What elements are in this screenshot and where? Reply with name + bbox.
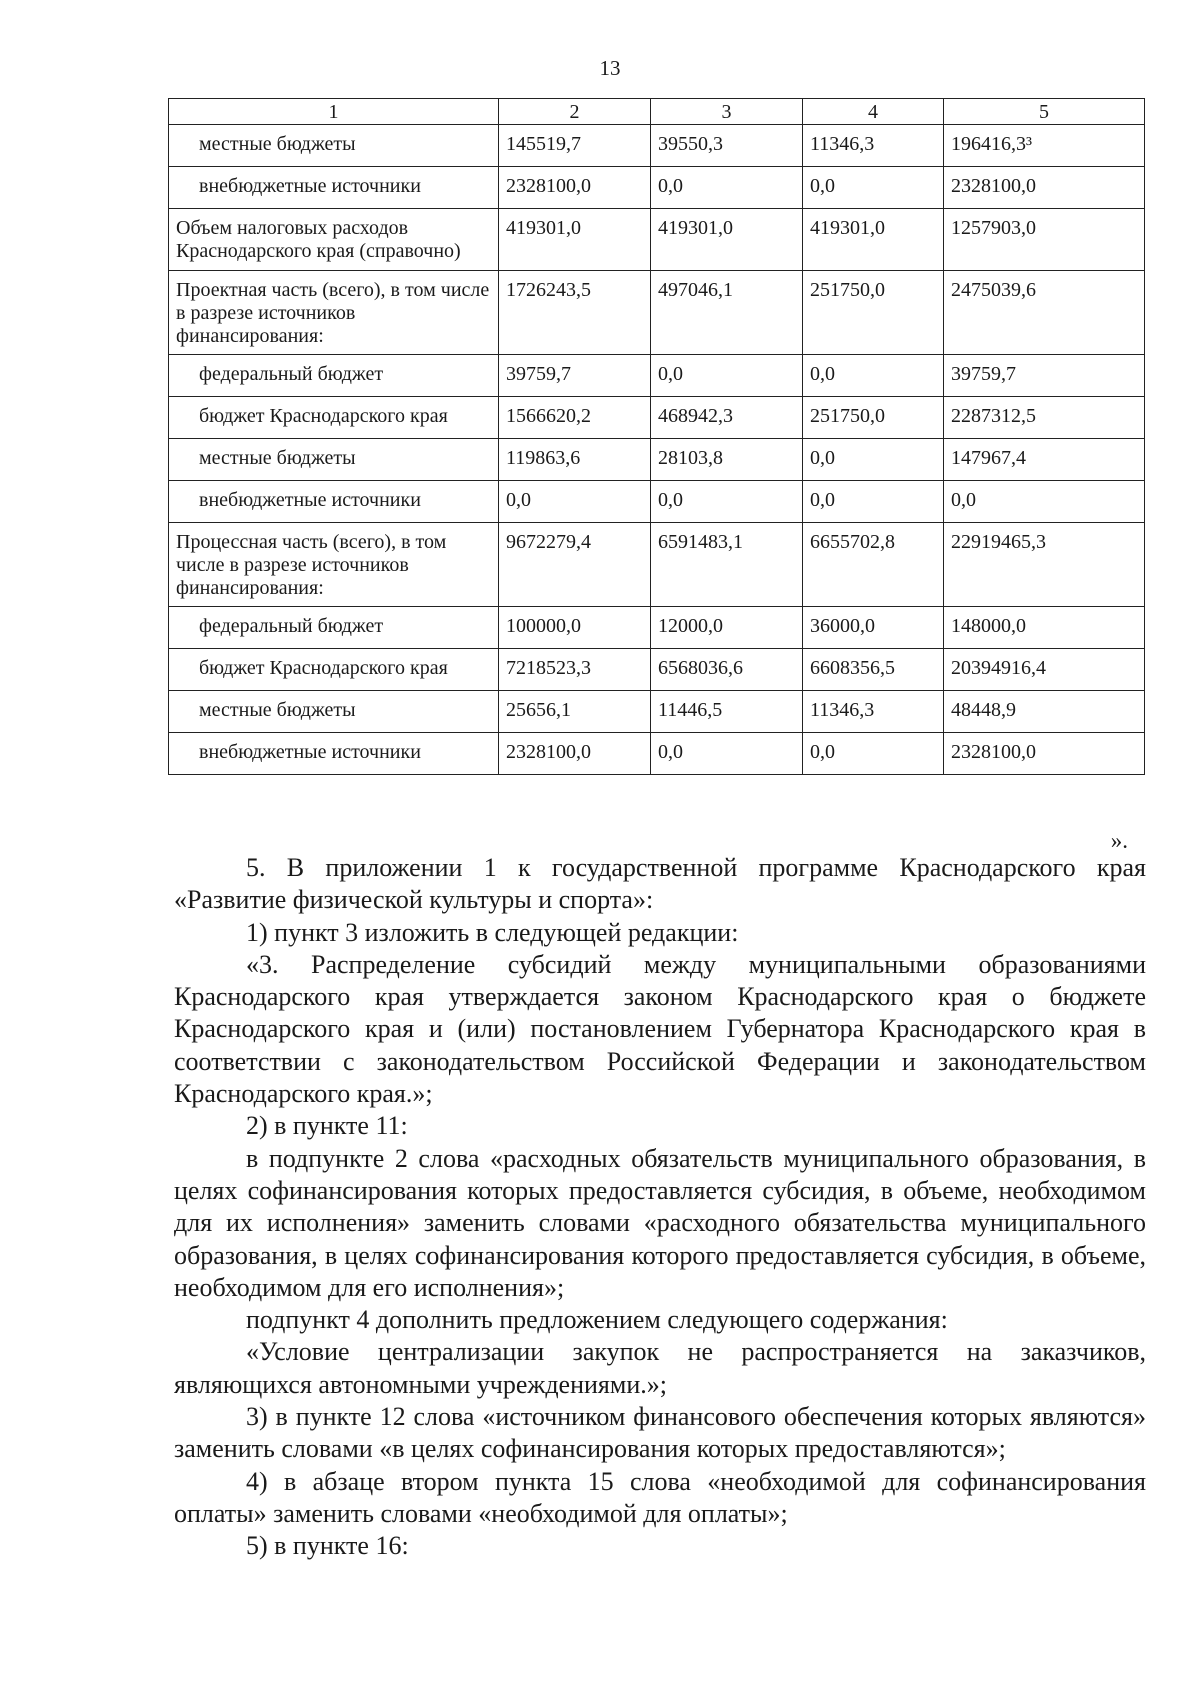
- paragraph: 3) в пункте 12 слова «источником финансового обеспечения которых являются» заменить словами «в целях софинансирования которых предоставляются»;: [174, 1402, 1146, 1464]
- table-cell: 6591483,1: [651, 523, 803, 607]
- table-row: [169, 607, 1145, 649]
- row-label: местные бюджеты: [169, 125, 499, 167]
- table-cell: 6655702,8: [803, 523, 944, 607]
- table-cell: 11446,5: [651, 691, 803, 733]
- table-cell: 22919465,3: [944, 523, 1145, 607]
- table-cell: 0,0: [651, 167, 803, 209]
- table-cell: 251750,0: [803, 397, 944, 439]
- row-label: Проектная часть (всего), в том числе в разрезе источников финансирования:: [169, 271, 499, 355]
- table-cell: 419301,0: [651, 209, 803, 271]
- table-cell: 0,0: [651, 733, 803, 775]
- table-header-row: [169, 99, 1145, 125]
- table-cell: 497046,1: [651, 271, 803, 355]
- table-cell: 20394916,4: [944, 649, 1145, 691]
- table-cell: 36000,0: [803, 607, 944, 649]
- table-cell: 2328100,0: [944, 733, 1145, 775]
- row-label: бюджет Краснодарского края: [169, 649, 499, 691]
- table-cell: 419301,0: [803, 209, 944, 271]
- column-header: 1: [169, 99, 499, 125]
- table-row: [169, 125, 1145, 167]
- table-row: [169, 691, 1145, 733]
- table-cell: 0,0: [803, 481, 944, 523]
- paragraph: 1) пункт 3 изложить в следующей редакции:: [246, 917, 739, 947]
- table-cell: 0,0: [499, 481, 651, 523]
- table-cell: 1257903,0: [944, 209, 1145, 271]
- table-cell: 119863,6: [499, 439, 651, 481]
- table-row: [169, 167, 1145, 209]
- table-cell: 0,0: [803, 733, 944, 775]
- table-cell: 0,0: [944, 481, 1145, 523]
- paragraph: «Условие централизации закупок не распространяется на заказчиков, являющихся автономными учреждениями.»;: [174, 1337, 1146, 1399]
- table-cell: 148000,0: [944, 607, 1145, 649]
- table-cell: 145519,7: [499, 125, 651, 167]
- body-text: [174, 852, 1146, 1563]
- table-cell: 419301,0: [499, 209, 651, 271]
- table-cell: 2287312,5: [944, 397, 1145, 439]
- table-cell: 196416,3³: [944, 125, 1145, 167]
- table-cell: 100000,0: [499, 607, 651, 649]
- row-label: внебюджетные источники: [169, 481, 499, 523]
- paragraph: 5. В приложении 1 к государственной программе Краснодарского края «Развитие физической культуры и спорта»:: [174, 853, 1146, 915]
- paragraph: в подпункте 2 слова «расходных обязательств муниципального образования, в целях софинансирования которых предоставляется субсидия, в объеме, необходимом для их исполнения» заменить словами «расходного обязательства муниципального образования, в целях софинансирования которого предоставляется субсидия, в объеме, необходимом для его исполнения»;: [174, 1143, 1146, 1302]
- table-cell: 0,0: [803, 355, 944, 397]
- table-row: [169, 355, 1145, 397]
- table-cell: 2475039,6: [944, 271, 1145, 355]
- row-label: федеральный бюджет: [169, 355, 499, 397]
- paragraph: 2) в пункте 11:: [246, 1111, 408, 1141]
- row-label: внебюджетные источники: [169, 167, 499, 209]
- row-label: внебюджетные источники: [169, 733, 499, 775]
- table-cell: 39550,3: [651, 125, 803, 167]
- table-cell: 1726243,5: [499, 271, 651, 355]
- table-cell: 0,0: [651, 481, 803, 523]
- table-cell: 48448,9: [944, 691, 1145, 733]
- table-row: [169, 523, 1145, 607]
- table-cell: 2328100,0: [944, 167, 1145, 209]
- row-label: Объем налоговых расходов Краснодарского края (справочно): [169, 209, 499, 271]
- table-cell: 468942,3: [651, 397, 803, 439]
- table-cell: 2328100,0: [499, 167, 651, 209]
- row-label: местные бюджеты: [169, 439, 499, 481]
- table-cell: 1566620,2: [499, 397, 651, 439]
- table-cell: 0,0: [651, 355, 803, 397]
- table-cell: 39759,7: [499, 355, 651, 397]
- table-cell: 2328100,0: [499, 733, 651, 775]
- table-cell: 6608356,5: [803, 649, 944, 691]
- closing-quote: ».: [1110, 828, 1128, 853]
- table-cell: 39759,7: [944, 355, 1145, 397]
- page-number: 13: [599, 56, 621, 80]
- table-cell: 9672279,4: [499, 523, 651, 607]
- table-row: [169, 397, 1145, 439]
- row-label: федеральный бюджет: [169, 607, 499, 649]
- financing-table: [168, 98, 1145, 775]
- column-header: 2: [499, 99, 651, 125]
- table-row: [169, 649, 1145, 691]
- paragraph: «3. Распределение субсидий между муниципальными образованиями Краснодарского края утверждается законом Краснодарского края о бюджете Краснодарского края и (или) постановлением Губернатора Краснодарского края в соответствии с законодательством Российской Федерации и законодательством Краснодарского края.»;: [174, 949, 1146, 1109]
- table-cell: 0,0: [803, 167, 944, 209]
- table-cell: 147967,4: [944, 439, 1145, 481]
- row-label: бюджет Краснодарского края: [169, 397, 499, 439]
- row-label: Процессная часть (всего), в том числе в разрезе источников финансирования:: [169, 523, 499, 607]
- column-header: 4: [803, 99, 944, 125]
- table-cell: 28103,8: [651, 439, 803, 481]
- row-label: местные бюджеты: [169, 691, 499, 733]
- column-header: 3: [651, 99, 803, 125]
- table-cell: 25656,1: [499, 691, 651, 733]
- table-cell: 0,0: [803, 439, 944, 481]
- table-row: [169, 271, 1145, 355]
- table-row: [169, 209, 1145, 271]
- paragraph: подпункт 4 дополнить предложением следующего содержания:: [246, 1305, 948, 1335]
- table-cell: 12000,0: [651, 607, 803, 649]
- table-cell: 6568036,6: [651, 649, 803, 691]
- paragraph: 5) в пункте 16:: [246, 1531, 409, 1561]
- table-row: [169, 733, 1145, 775]
- paragraph: 4) в абзаце втором пункта 15 слова «необходимой для софинансирования оплаты» заменить словами «необходимой для оплаты»;: [174, 1466, 1146, 1528]
- column-header: 5: [944, 99, 1145, 125]
- table-row: [169, 481, 1145, 523]
- table-row: [169, 439, 1145, 481]
- table-cell: 7218523,3: [499, 649, 651, 691]
- table-cell: 11346,3: [803, 125, 944, 167]
- table-cell: 11346,3: [803, 691, 944, 733]
- table-cell: 251750,0: [803, 271, 944, 355]
